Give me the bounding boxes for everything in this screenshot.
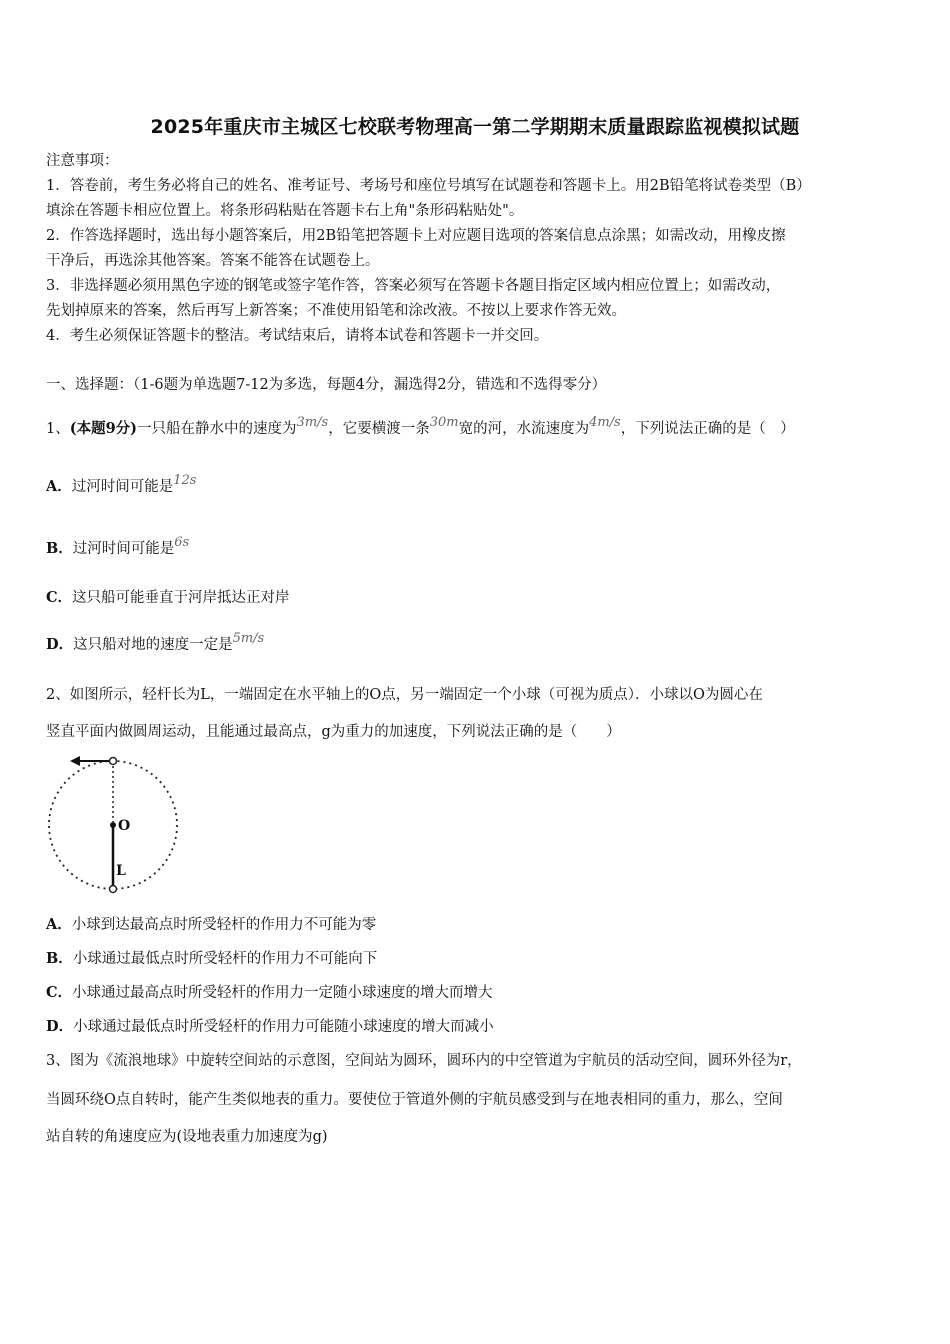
notice-line: 填涂在答题卡相应位置上。将条形码粘贴在答题卡右上角"条形码粘贴处"。	[46, 203, 524, 219]
formula-boat-speed: 3m/s	[296, 415, 329, 430]
question-2-stem-line-1: 2、如图所示，轻杆长为L，一端固定在水平轴上的O点，另一端固定一个小球（可视为质点）．小球以O为圆心在	[46, 687, 763, 703]
question-2-option-c	[46, 982, 908, 1004]
question-3-stem-line-3: 站自转的角速度应为(设地表重力加速度为g)	[46, 1129, 328, 1145]
option-label: C．	[46, 589, 73, 606]
question-1-option-c	[46, 587, 908, 609]
notice-line: 先划掉原来的答案，然后再写上新答案；不准使用铅笔和涂改液。不按以上要求作答无效。	[46, 303, 626, 319]
option-label: B．	[46, 540, 73, 557]
label-l: L	[116, 863, 126, 879]
option-text: 这只船可能垂直于河岸抵达正对岸	[72, 590, 290, 606]
notice-line: 3．非选择题必须用黑色字迹的钢笔或签字笔作答，答案必须写在答题卡各题目指定区域内相应位置上；如需改动，	[46, 278, 781, 294]
question-1-option-a	[46, 472, 908, 502]
formula-water-speed: 4m/s	[589, 415, 621, 430]
option-label: D．	[46, 636, 74, 653]
option-label: A．	[46, 478, 72, 495]
question-3-stem-line-1: 3、图为《流浪地球》中旋转空间站的示意图，空间站为圆环，圆环内的中空管道为宇航员的活动空间，圆环外径为r，	[46, 1053, 802, 1069]
option-text: 小球通过最高点时所受轻杆的作用力一定随小球速度的增大而增大	[72, 985, 493, 1001]
question-1-option-b	[46, 534, 908, 564]
option-text: 这只船对地的速度一定是	[73, 637, 233, 653]
notice-heading: 注意事项：	[46, 153, 119, 169]
ball-top	[110, 758, 117, 765]
question-1-text: 一只船在静水中的速度为	[137, 421, 297, 437]
ball-bottom	[110, 886, 117, 893]
option-text: 小球通过最低点时所受轻杆的作用力不可能向下	[72, 951, 378, 967]
question-2-stem-line-2: 竖直平面内做圆周运动，且能通过最高点，g为重力的加速度，下列说法正确的是（ ）	[46, 724, 621, 740]
notice-line: 2．作答选择题时，选出每小题答案后，用2B铅笔把答题卡上对应题目选项的答案信息点涂黑；如需改动，用橡皮擦	[46, 228, 786, 244]
option-text: 小球到达最高点时所受轻杆的作用力不可能为零	[71, 917, 377, 933]
question-2-option-d	[46, 1016, 908, 1038]
velocity-arrow-head	[70, 756, 80, 766]
option-text: 过河时间可能是	[71, 479, 174, 495]
option-label: C．	[46, 984, 73, 1001]
pivot-point-o	[110, 822, 116, 828]
option-label: A．	[46, 916, 72, 933]
option-formula: 12s	[173, 473, 197, 488]
question-2-option-a	[46, 914, 908, 936]
question-1-stem	[46, 414, 908, 444]
question-3-stem-line-2: 当圆环绕O点自转时，能产生类似地表的重力。要使位于管道外侧的宇航员感受到与在地表相同的重力，那么，空间	[46, 1092, 783, 1108]
question-1-number: 1、	[46, 421, 70, 437]
option-label: B．	[46, 950, 73, 967]
option-label: D．	[46, 1018, 74, 1035]
option-text: 过河时间可能是	[72, 541, 175, 557]
label-o: O	[118, 818, 131, 834]
question-1-text: ，下列说法正确的是（ ）	[620, 421, 795, 437]
question-2-option-b	[46, 948, 908, 970]
circular-motion-figure	[40, 752, 190, 900]
section-heading: 一、选择题：（1-6题为单选题7-12为多选，每题4分，漏选得2分，错选和不选得零分）	[46, 377, 607, 393]
notice-line: 干净后，再选涂其他答案。答案不能答在试题卷上。	[46, 253, 380, 269]
exam-title: 2025年重庆市主城区七校联考物理高一第二学期期末质量跟踪监视模拟试题	[150, 116, 800, 138]
notice-line: 1．答卷前，考生务必将自己的姓名、准考证号、考场号和座位号填写在试题卷和答题卡上。用2B铅笔将试卷类型（B）	[46, 178, 811, 194]
notice-line: 4．考生必须保证答题卡的整洁。考试结束后，请将本试卷和答题卡一并交回。	[46, 328, 549, 344]
question-1-text: 宽的河，水流速度为	[458, 421, 590, 437]
option-text: 小球通过最低点时所受轻杆的作用力可能随小球速度的增大而减小	[73, 1019, 494, 1035]
question-1-option-d	[46, 630, 908, 660]
question-1-text: ，它要横渡一条	[328, 421, 430, 437]
question-1-points: (本题9分)	[69, 420, 138, 437]
option-formula: 5m/s	[232, 631, 265, 646]
formula-river-width: 30m	[429, 415, 459, 430]
option-formula: 6s	[174, 535, 190, 550]
